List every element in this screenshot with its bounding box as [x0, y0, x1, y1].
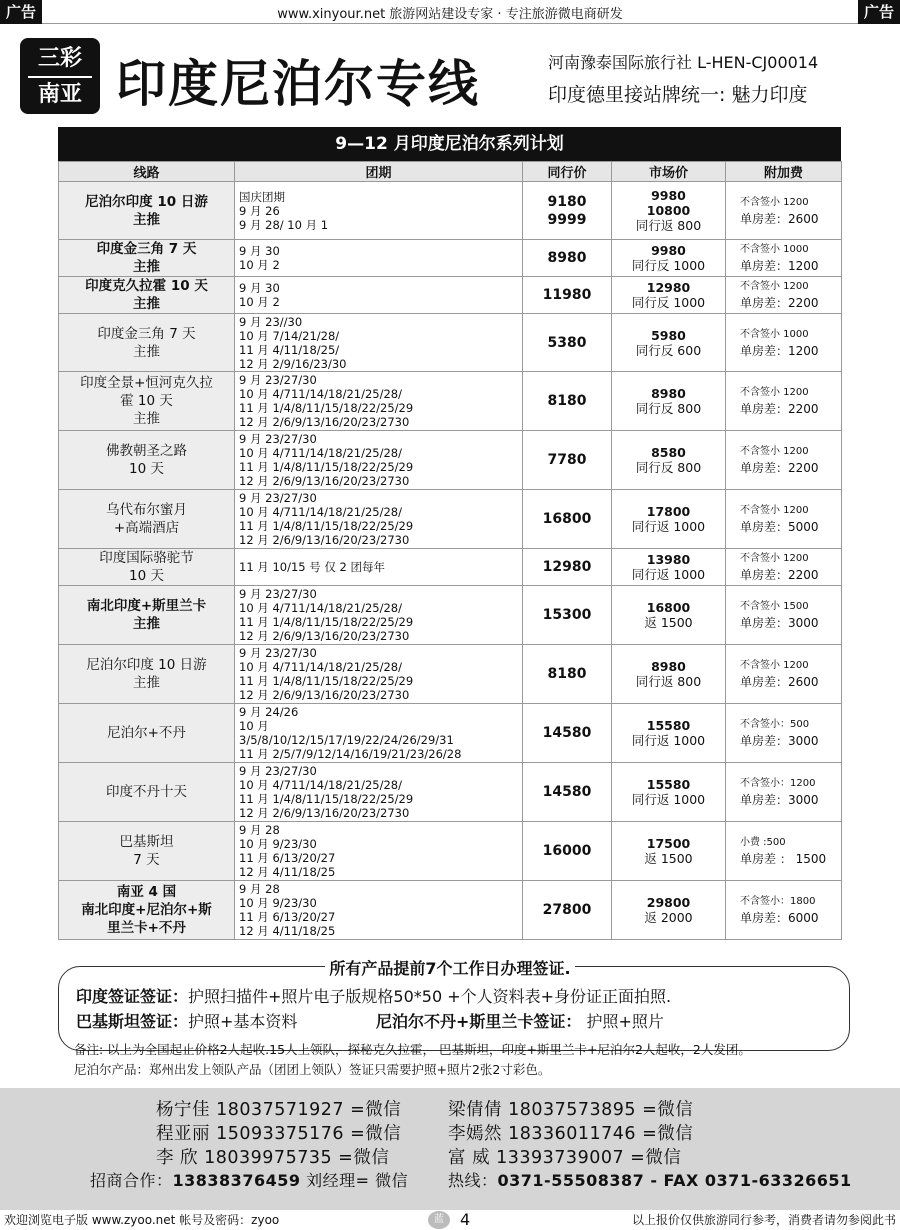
schedule-table — [58, 161, 842, 940]
peer-price-cell: 11980 — [523, 277, 612, 314]
dates-cell: 11 月 10/15 号 仅 2 团每年 — [235, 549, 523, 586]
market-price-line: 13980 — [646, 552, 691, 567]
page-badge-icon: 蓝 — [428, 1211, 450, 1229]
visa-nepal-text: 护照+照片 — [581, 1012, 664, 1031]
hotline-number: 0371-55508387 - FAX 0371-63326651 — [497, 1171, 852, 1190]
col-header-peer-price: 同行价 — [523, 162, 612, 182]
route-cell: 南亚 4 国 南北印度+尼泊尔+斯 里兰卡+不丹 — [59, 881, 235, 940]
slogan: 印度德里接站牌统一: 魅力印度 — [548, 84, 808, 106]
market-price-cell — [612, 586, 726, 645]
extra-fee-cell — [726, 314, 842, 372]
single-room-line: 单房差：2200 — [740, 402, 819, 416]
route-cell: 尼泊尔+不丹 — [59, 704, 235, 763]
visa-india — [76, 984, 671, 1007]
table-row — [59, 645, 842, 704]
peer-price-cell: 14580 — [523, 763, 612, 822]
footer — [0, 1210, 900, 1230]
single-room-line: 单房差：2200 — [740, 461, 819, 475]
market-price-line: 同行返 800 — [635, 218, 702, 233]
visa-fee-line: 不含签小：1200 — [740, 778, 816, 789]
top-bar — [0, 0, 900, 24]
peer-price-cell: 14580 — [523, 704, 612, 763]
extra-fee-cell — [726, 586, 842, 645]
logo-line-1: 三彩 — [28, 42, 92, 78]
market-price-cell — [612, 645, 726, 704]
ad-label-left: 广告 — [0, 0, 42, 24]
market-price-line: 17500 — [646, 836, 691, 851]
visa-fee-line: 不含签小 1500 — [740, 601, 809, 612]
extra-fee-cell — [726, 881, 842, 940]
business-tail: 刘经理= 微信 — [300, 1171, 409, 1190]
table-row — [59, 431, 842, 490]
market-price-line: 16800 — [646, 600, 691, 615]
dates-cell: 9 月 23/27/30 10 月 4/711/14/18/21/25/28/ 11 月 1/4/8/11/15/18/22/25/29 12 月 2/6/9/13/16/20/23/2730 — [235, 372, 523, 431]
extra-fee-cell — [726, 240, 842, 277]
market-price-line: 同行反 800 — [635, 401, 702, 416]
visa-title-text: 所有产品提前7个工作日办理签证. — [325, 959, 574, 978]
visa-fee-line: 不含签小 1200 — [740, 387, 809, 398]
page-title: 印度尼泊尔专线 — [116, 55, 480, 113]
market-price-cell — [612, 881, 726, 940]
table-row — [59, 822, 842, 881]
peer-price-cell: 16800 — [523, 490, 612, 549]
agency-info: 河南豫泰国际旅行社 L-HEN-CJ00014 — [548, 53, 819, 72]
schedule-table-wrapper — [58, 127, 841, 940]
footer-left[interactable]: 欢迎浏览电子版 www.zyoo.net 帐号及密码：zyoo — [4, 1213, 280, 1227]
market-price-line: 同行反 800 — [635, 460, 702, 475]
logo-line-2: 南亚 — [37, 82, 82, 107]
brand-logo — [20, 38, 100, 114]
market-price-cell — [612, 490, 726, 549]
single-room-line: 单房差：2200 — [740, 568, 819, 582]
extra-fee-cell — [726, 645, 842, 704]
peer-price-cell: 8980 — [523, 240, 612, 277]
top-site-text[interactable]: www.xinyour.net 旅游网站建设专家 · 专注旅游微电商研发 — [277, 7, 623, 22]
extra-fee-cell — [726, 822, 842, 881]
market-price-line: 15580 — [646, 777, 691, 792]
extra-fee-cell — [726, 490, 842, 549]
visa-fee-line: 不含签小 1200 — [740, 281, 809, 292]
peer-price-cell: 16000 — [523, 822, 612, 881]
business-contact — [90, 1168, 408, 1191]
market-price-line: 返 1500 — [644, 615, 693, 630]
single-room-line: 单房差：3000 — [740, 616, 819, 630]
table-row — [59, 372, 842, 431]
single-room-line: 单房差 ： 1500 — [740, 852, 827, 866]
visa-fee-line: 不含签小 1200 — [740, 196, 809, 208]
table-row — [59, 763, 842, 822]
extra-fee-cell — [726, 372, 842, 431]
route-cell: 尼泊尔印度 10 日游 主推 — [59, 182, 235, 240]
col-header-dates: 团期 — [235, 162, 523, 182]
visa-nepal-label: 尼泊尔不丹+斯里兰卡签证： — [376, 1012, 582, 1031]
table-row — [59, 586, 842, 645]
market-price-cell — [612, 431, 726, 490]
market-price-line: 同行返 1000 — [631, 519, 706, 534]
contact-4: 李嫣然 18336011746 =微信 — [448, 1124, 694, 1144]
market-price-line: 同行返 1000 — [631, 792, 706, 807]
market-price-cell — [612, 182, 726, 240]
extra-fee-cell — [726, 763, 842, 822]
single-room-line: 单房差：5000 — [740, 520, 819, 534]
market-price-line: 返 2000 — [644, 910, 693, 925]
footer-right: 以上报价仅供旅游同行参考，消费者请勿参阅此书 — [631, 1213, 896, 1227]
dates-cell: 9 月 28 10 月 9/23/30 11 月 6/13/20/27 12 月 4/11/18/25 — [235, 822, 523, 881]
peer-price-cell: 12980 — [523, 549, 612, 586]
route-cell: 印度金三角 7 天 主推 — [59, 240, 235, 277]
market-price-line: 5980 — [651, 327, 686, 343]
dates-cell: 9 月 23//30 10 月 7/14/21/28/ 11 月 4/11/18/25/ 12 月 2/9/16/23/30 — [235, 314, 523, 372]
market-price-cell — [612, 372, 726, 431]
table-row — [59, 549, 842, 586]
market-price-cell — [612, 822, 726, 881]
table-row — [59, 277, 842, 314]
hotline-label: 热线： — [448, 1171, 498, 1190]
market-price-line: 10800 — [646, 203, 691, 218]
visa-title — [0, 956, 900, 979]
market-price-line: 9980 — [651, 243, 686, 258]
dates-cell: 9 月 23/27/30 10 月 4/711/14/18/21/25/28/ 11 月 1/4/8/11/15/18/22/25/29 12 月 2/6/9/13/16/20/23/2730 — [235, 490, 523, 549]
market-price-cell — [612, 549, 726, 586]
route-cell: 印度克久拉霍 10 天 主推 — [59, 277, 235, 314]
table-row — [59, 704, 842, 763]
market-price-cell — [612, 277, 726, 314]
peer-price-cell: 15300 — [523, 586, 612, 645]
market-price-cell — [612, 314, 726, 372]
peer-price-cell: 27800 — [523, 881, 612, 940]
market-price-line: 8580 — [651, 445, 686, 460]
table-row — [59, 314, 842, 372]
visa-fee-line: 不含签小：500 — [740, 719, 810, 730]
route-cell: 乌代布尔蜜月 +高端酒店 — [59, 490, 235, 549]
visa-fee-line: 不含签小 1000 — [740, 328, 809, 340]
single-room-line: 单房差：2200 — [740, 296, 819, 310]
single-room-line: 单房差：2600 — [740, 211, 819, 226]
dates-cell: 9 月 30 10 月 2 — [235, 240, 523, 277]
visa-fee-line: 不含签小 1200 — [740, 553, 809, 564]
market-price-line: 12980 — [646, 280, 691, 295]
market-price-cell — [612, 240, 726, 277]
peer-price-cell: 5380 — [523, 314, 612, 372]
col-header-market-price: 市场价 — [612, 162, 726, 182]
visa-pak-text: 护照+基本资料 — [188, 1012, 298, 1031]
note-1: 备注: 以上为全国起止价格2人起收.15人上领队，探秘克久拉霍， 巴基斯坦，印度+斯里兰卡+尼泊尔2人起收，2人发团。 — [74, 1042, 751, 1057]
peer-price-cell: 8180 — [523, 372, 612, 431]
dates-cell: 9 月 23/27/30 10 月 4/711/14/18/21/25/28/ 11 月 1/4/8/11/15/18/22/25/29 12 月 2/6/9/13/16/20/23/2730 — [235, 586, 523, 645]
table-row — [59, 182, 842, 240]
dates-cell: 9 月 23/27/30 10 月 4/711/14/18/21/25/28/ 11 月 1/4/8/11/15/18/22/25/29 12 月 2/6/9/13/16/20/23/2730 — [235, 431, 523, 490]
peer-price-cell: 9180 9999 — [523, 182, 612, 240]
table-header-row — [59, 162, 842, 182]
page-number: 4 — [460, 1210, 471, 1229]
contact-2: 梁倩倩 18037573895 =微信 — [448, 1100, 694, 1120]
dates-cell: 9 月 30 10 月 2 — [235, 277, 523, 314]
dates-cell: 9 月 28 10 月 9/23/30 11 月 6/13/20/27 12 月 4/11/18/25 — [235, 881, 523, 940]
market-price-line: 17800 — [646, 504, 691, 519]
market-price-cell — [612, 704, 726, 763]
route-cell: 南北印度+斯里兰卡 主推 — [59, 586, 235, 645]
visa-india-text: 护照扫描件+照片电子版规格50*50 +个人资料表+身份证正面拍照. — [188, 987, 672, 1006]
dates-cell: 9 月 24/26 10 月 3/5/8/10/12/15/17/19/22/24/26/29/31 11 月 2/5/7/9/12/14/16/19/21/23/26/28 — [235, 704, 523, 763]
visa-fee-line: 小费 :500 — [740, 837, 786, 848]
single-room-line: 单房差：6000 — [740, 911, 819, 925]
hotline — [448, 1168, 852, 1191]
extra-fee-cell — [726, 704, 842, 763]
market-price-line: 同行反 1000 — [631, 295, 706, 310]
single-room-line: 单房差：1200 — [740, 259, 819, 273]
market-price-line: 8980 — [651, 386, 686, 401]
extra-fee-cell — [726, 549, 842, 586]
table-row — [59, 490, 842, 549]
contact-panel — [0, 1088, 900, 1210]
market-price-line: 同行返 1000 — [631, 733, 706, 748]
market-price-line: 同行返 1000 — [631, 567, 706, 582]
route-cell: 佛教朝圣之路 10 天 — [59, 431, 235, 490]
single-room-line: 单房差：3000 — [740, 793, 819, 807]
table-title: 9—12 月印度尼泊尔系列计划 — [58, 127, 841, 161]
visa-fee-line: 不含签小 1200 — [740, 446, 809, 457]
business-phone: 13838376459 — [172, 1171, 301, 1190]
route-cell: 巴基斯坦 7 天 — [59, 822, 235, 881]
market-price-line: 返 1500 — [644, 851, 693, 866]
contact-1: 杨宁佳 18037571927 =微信 — [156, 1100, 402, 1120]
route-cell: 印度国际骆驼节 10 天 — [59, 549, 235, 586]
dates-cell: 国庆团期 9 月 26 9 月 28/ 10 月 1 — [235, 182, 523, 240]
note-2: 尼泊尔产品：郑州出发上领队产品（团团上领队）签证只需要护照+照片2张2寸彩色。 — [74, 1062, 551, 1077]
visa-pak-label: 巴基斯坦签证： — [76, 1012, 189, 1031]
visa-fee-line: 不含签小 1200 — [740, 505, 809, 516]
market-price-line: 同行反 600 — [635, 342, 702, 358]
extra-fee-cell — [726, 277, 842, 314]
market-price-line: 8980 — [651, 659, 686, 674]
visa-pakistan — [76, 1009, 297, 1032]
extra-fee-cell — [726, 431, 842, 490]
route-cell: 印度金三角 7 天 主推 — [59, 314, 235, 372]
market-price-cell — [612, 763, 726, 822]
extra-fee-cell — [726, 182, 842, 240]
business-label: 招商合作： — [90, 1171, 173, 1190]
market-price-line: 同行返 800 — [635, 674, 702, 689]
visa-fee-line: 不含签小：1800 — [740, 896, 816, 907]
contact-6: 富 威 13393739007 =微信 — [448, 1148, 682, 1168]
peer-price-cell: 7780 — [523, 431, 612, 490]
table-row — [59, 881, 842, 940]
market-price-line: 29800 — [646, 895, 691, 910]
contact-5: 李 欣 18039975735 =微信 — [156, 1148, 390, 1168]
market-price-line: 同行反 1000 — [631, 258, 706, 273]
route-cell: 印度全景+恒河克久拉 霍 10 天 主推 — [59, 372, 235, 431]
market-price-line: 9980 — [651, 188, 686, 203]
visa-nepal — [376, 1009, 664, 1032]
market-price-line: 15580 — [646, 718, 691, 733]
contact-3: 程亚丽 15093375176 =微信 — [156, 1124, 402, 1144]
visa-fee-line: 不含签小 1200 — [740, 660, 809, 671]
page-indicator — [428, 1210, 470, 1230]
dates-cell: 9 月 23/27/30 10 月 4/711/14/18/21/25/28/ 11 月 1/4/8/11/15/18/22/25/29 12 月 2/6/9/13/16/20/23/2730 — [235, 763, 523, 822]
single-room-line: 单房差：1200 — [740, 343, 819, 358]
route-cell: 印度不丹十天 — [59, 763, 235, 822]
col-header-extra-fee: 附加费 — [726, 162, 842, 182]
visa-india-label: 印度签证签证： — [76, 987, 189, 1006]
visa-fee-line: 不含签小 1000 — [740, 244, 809, 255]
route-cell: 尼泊尔印度 10 日游 主推 — [59, 645, 235, 704]
single-room-line: 单房差：2600 — [740, 675, 819, 689]
peer-price-cell: 8180 — [523, 645, 612, 704]
table-row — [59, 240, 842, 277]
col-header-route: 线路 — [59, 162, 235, 182]
ad-label-right: 广告 — [858, 0, 900, 24]
dates-cell: 9 月 23/27/30 10 月 4/711/14/18/21/25/28/ 11 月 1/4/8/11/15/18/22/25/29 12 月 2/6/9/13/16/20/23/2730 — [235, 645, 523, 704]
single-room-line: 单房差：3000 — [740, 734, 819, 748]
